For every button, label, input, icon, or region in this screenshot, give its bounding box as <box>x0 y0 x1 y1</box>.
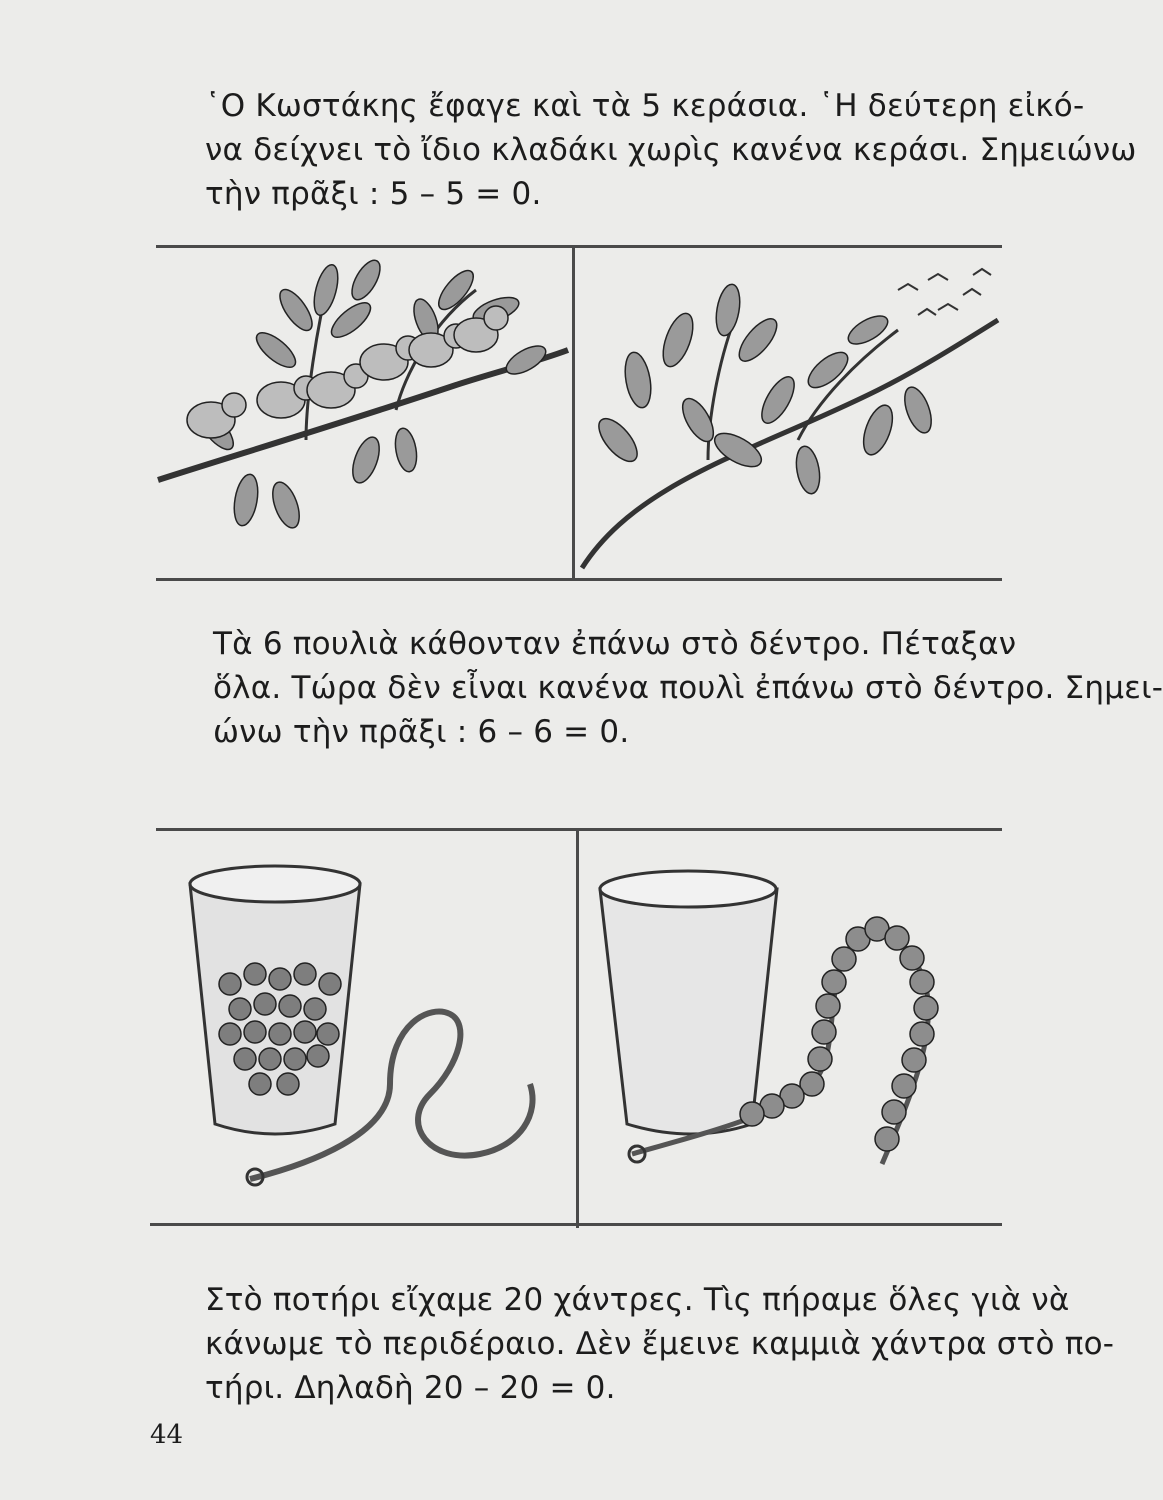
divider-beads <box>576 828 579 1228</box>
text-line: κάνωμε τὸ περιδέραιο. Δὲν ἔμεινε καμμιὰ χάντρα στὸ πο- <box>205 1326 1115 1362</box>
bottom-rule-birds <box>156 578 1002 581</box>
illustration-glass-with-beads <box>160 834 574 1219</box>
divider-birds <box>572 245 575 581</box>
text-line: τήρι. Δηλαδὴ 20 – 20 = 0. <box>205 1370 616 1406</box>
text-line: ώνω τὴν πρᾶξι : 6 – 6 = 0. <box>213 714 630 750</box>
illustration-birds-on-branch <box>156 250 570 575</box>
text-line: ὅλα. Τώρα δὲν εἶναι κανένα πουλὶ ἐπάνω στὸ δέντρο. Σημει- <box>213 670 1163 706</box>
text-line: να δείχνει τὸ ἴδιο κλαδάκι χωρὶς κανένα κεράσι. Σημειώνω <box>205 132 1137 168</box>
paragraph-cherries <box>205 84 1137 216</box>
text-line: ῾Ο Κωστάκης ἔφαγε καὶ τὰ 5 κεράσια. ῾Η δεύτερη εἰκό- <box>205 88 1085 124</box>
bottom-rule-beads <box>150 1223 1002 1226</box>
top-rule-birds <box>156 245 1002 248</box>
page-number: 44 <box>150 1420 184 1450</box>
top-rule-beads <box>156 828 1002 831</box>
text-line: Στὸ ποτήρι εἴχαμε 20 χάντρες. Τὶς πήραμε ὅλες γιὰ νὰ <box>205 1282 1070 1318</box>
text-line: Τὰ 6 πουλιὰ κάθονταν ἐπάνω στὸ δέντρο. Πέταξαν <box>213 626 1017 662</box>
illustration-empty-glass-necklace <box>582 834 1002 1219</box>
text-line: τὴν πρᾶξι : 5 – 5 = 0. <box>205 176 542 212</box>
paragraph-birds <box>213 622 1163 754</box>
paragraph-beads <box>205 1278 1115 1410</box>
illustration-empty-branch <box>578 250 1002 575</box>
